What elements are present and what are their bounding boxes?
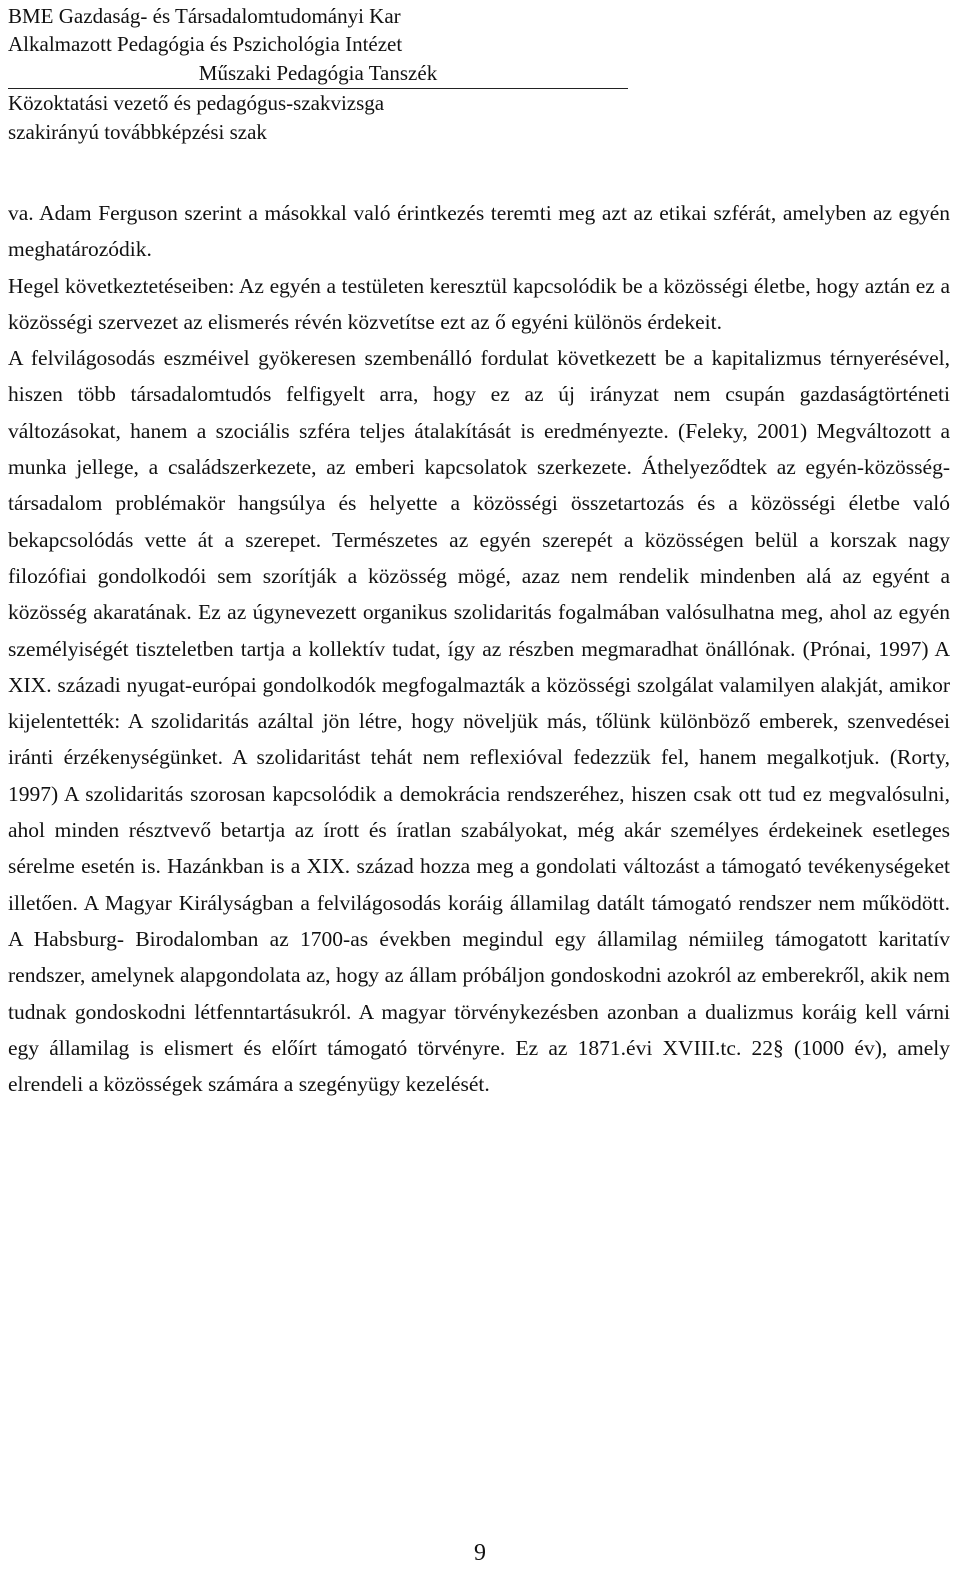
program-type: szakirányú továbbképzési szak bbox=[8, 120, 267, 144]
paragraph-3: A felvilágosodás eszméivel gyökeresen szembenálló fordulat következett be a kapitalizmus térnyerésével, hiszen több társadalomtudós felfigyelt arra, hogy ez az új irányzat nem csupán gazdaságtörténeti változásokat, hanem a szociális szféra teljes átalakítását is eredményezte. (Feleky, 2001) Megváltozott a munka jellege, a családszerkezete, az emberi kapcsolatok szerkezete. Áthelyeződtek az egyén-közösség-társadalom problémakör hangsúlya és helyette a közösségi összetartozás és a közösségi életbe való bekapcsolódás vette át a szerepet. Természetes az egyén szerepét a közösségen belül a korszak nagy filozófiai gondolkodói sem szorítják a közösség mögé, azaz nem rendelik mindenben alá az egyént a közösség akaratának. Ez az úgynevezett organikus szolidaritás fogalmában valósulhatna meg, ahol az egyén személyiségét tiszteletben tartja a kollektív tudat, így az részben megmaradhat önállónak. (Prónai, 1997) A XIX. századi nyugat-európai gondolkodók megfogalmazták a közösségi szolgálat valamilyen alakját, amikor kijelentették: A szolidaritás azáltal jön létre, hogy növeljük más, tőlünk különböző emberek, szenvedései iránti érzékenységünket. A szolidaritást tehát nem reflexióval fedezzük fel, hanem megalkotjuk. (Rorty, 1997) A szolidaritás szorosan kapcsolódik a demokrácia rendszeréhez, hiszen csak ott tud ez megvalósulni, ahol minden résztvevő betartja az írott és íratlan szabályokat, még akár személyes érdekeinek esetleges sérelme esetén is. Hazánkban is a XIX. század hozza meg a gondolati változást a támogató tevékenységeket illetően. A Magyar Királyságban a felvilágosodás koráig államilag datált támogató rendszer nem működött. A Habsburg- Birodalomban az 1700-as években megindul egy államilag némiileg támogatott karitatív rendszer, amelynek alapgondolata az, hogy az állam próbáljon gondoskodni azokról az emberekről, akik nem tudnak gondoskodni létfenntartásukról. A magyar törvénykezésben azonban a dualizmus koráig kell várni egy államilag is elismert és előírt támogató törvényre. Ez az 1871.évi XVIII.tc. 22§ (1000 év), amely elrendeli a közösségek számára a szegényügy kezelését. bbox=[8, 346, 950, 1097]
page-number: 9 bbox=[474, 1540, 486, 1566]
institute-name: Alkalmazott Pedagógia és Pszichológia Intézet bbox=[8, 32, 403, 56]
department-name: Műszaki Pedagógia Tanszék bbox=[198, 61, 438, 85]
paragraph-2: Hegel következtetéseiben: Az egyén a testületen keresztül kapcsolódik be a közösségi életbe, hogy aztán ez a közösségi szervezet az elismerés révén közvetítse ezt az ő egyéni különös érdekeit. bbox=[8, 273, 950, 334]
program-name: Közoktatási vezető és pedagógus-szakvizsga bbox=[8, 91, 385, 115]
paragraph-1: va. Adam Ferguson szerint a másokkal való érintkezés teremti meg azt az etikai szférát, amelyben az egyén meghatározódik. bbox=[8, 201, 950, 262]
document-header bbox=[8, 0, 628, 147]
faculty-name: BME Gazdaság- és Társadalomtudományi Kar bbox=[8, 4, 401, 28]
document-body bbox=[8, 195, 950, 1102]
